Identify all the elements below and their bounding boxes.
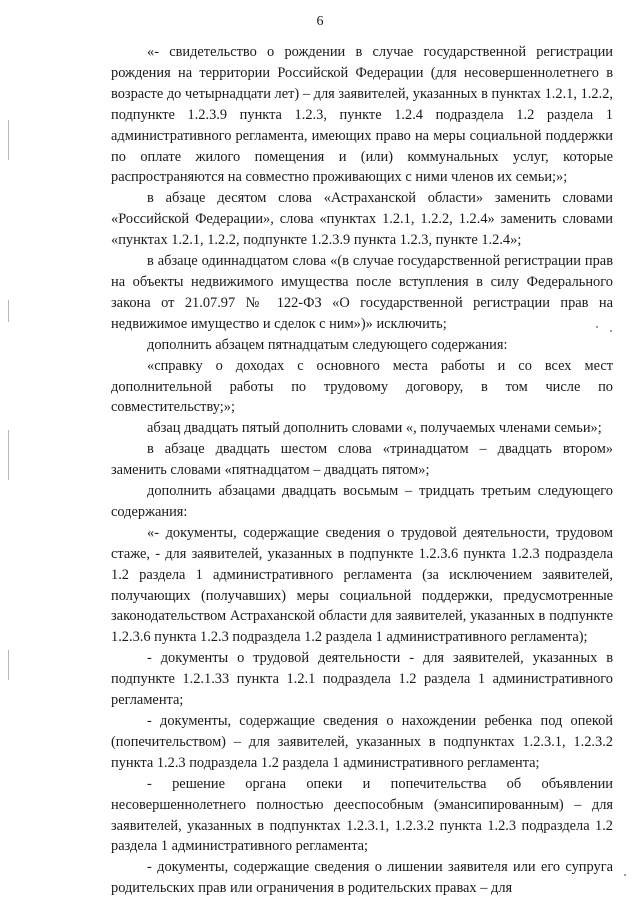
scan-speck	[596, 326, 598, 328]
paragraph: - решение органа опеки и попечительства об объявлении несовершеннолетнего полностью дееспособным (эмансипированным) – для заявителей, указанных в подпунктах 1.2.3.1, 1.2.3.2 пункта 1.2.3 подраздела 1.2 раздела 1 административного регламента;	[111, 775, 613, 855]
paragraph: «справку о доходах с основного места работы и со всех мест дополнительной работы по трудовому договору, в том числе по совместительству;»;	[111, 357, 613, 416]
paragraph: в абзаце двадцать шестом слова «тринадцатом – двадцать втором» заменить словами «пятнадцатом – двадцать пятом»;	[111, 441, 613, 479]
paragraph: «- документы, содержащие сведения о трудовой деятельности, трудовом стаже, - для заявителей, указанных в подпункте 1.2.3.6 пункта 1.2.3 подраздела 1.2 раздела 1 административного регламента (за исключением заявителей, получающих (получавших) меры социальной поддержки, предусмотренные законодательством Астраханской области для заявителей, указанных в подпункте 1.2.3.6 пункта 1.2.3 подраздела 1.2 раздела 1 административного регламента);	[111, 524, 613, 646]
paragraph: - документы, содержащие сведения о нахождении ребенка под опекой (попечительством) – для заявителей, указанных в подпунктах 1.2.3.1, 1.2.3.2 пункта 1.2.3 подраздела 1.2 раздела 1 административного регламента;	[111, 713, 613, 771]
scan-speck	[624, 874, 626, 876]
paragraph: - документы о трудовой деятельности - для заявителей, указанных в подпункте 1.2.1.33 пункта 1.2.1 подраздела 1.2 раздела 1 административного регламента;	[111, 650, 613, 709]
paragraph: в абзаце одиннадцатом слова «(в случае государственной регистрации прав на объекты недвижимого имущества после вступления в силу Федерального закона от 21.07.97 № 122-ФЗ «О государственной регистрации прав на недвижимое имущество и сделок с ним»)» исключить;	[111, 253, 613, 332]
paragraph: дополнить абзацем пятнадцатым следующего содержания:	[147, 336, 508, 353]
paragraph: - документы, содержащие сведения о лишении заявителя или его супруга родительских прав или ограничения в родительских правах – для	[111, 859, 613, 897]
scan-edge-mark	[8, 120, 9, 160]
scan-edge-mark	[8, 650, 9, 680]
paragraph: абзац двадцать пятый дополнить словами «, получаемых членами семьи»;	[147, 420, 602, 437]
paragraph: «- свидетельство о рождении в случае государственной регистрации рождения на территории Российской Федерации (для несовершеннолетнего в возрасте до четырнадцати лет) – для заявителей, указанных в пунктах 1.2.1, 1.2.2, подпункте 1.2.3.9 пункта 1.2.3, пункте 1.2.4 подраздела 1.2 раздела 1 административного регламента, имеющих право на меры социальной поддержки по оплате жилого помещения и (или) коммунальных услуг, которые распространяются на совместно проживающих с ними членов их семьи;»;	[111, 44, 613, 186]
scan-edge-mark	[8, 300, 9, 322]
paragraph: в абзаце десятом слова «Астраханской области» заменить словами «Российской Федерации», слова «пунктах 1.2.1, 1.2.2, 1.2.4» заменить словами «пунктах 1.2.1, 1.2.2, подпункте 1.2.3.9 пункта 1.2.3, пункте 1.2.4»;	[111, 190, 613, 249]
paragraph: дополнить абзацами двадцать восьмым – тридцать третьим следующего содержания:	[111, 483, 613, 520]
document-body	[111, 42, 613, 899]
scan-speck	[610, 330, 612, 332]
scan-edge-mark	[8, 430, 9, 480]
page-number: 6	[316, 14, 324, 29]
